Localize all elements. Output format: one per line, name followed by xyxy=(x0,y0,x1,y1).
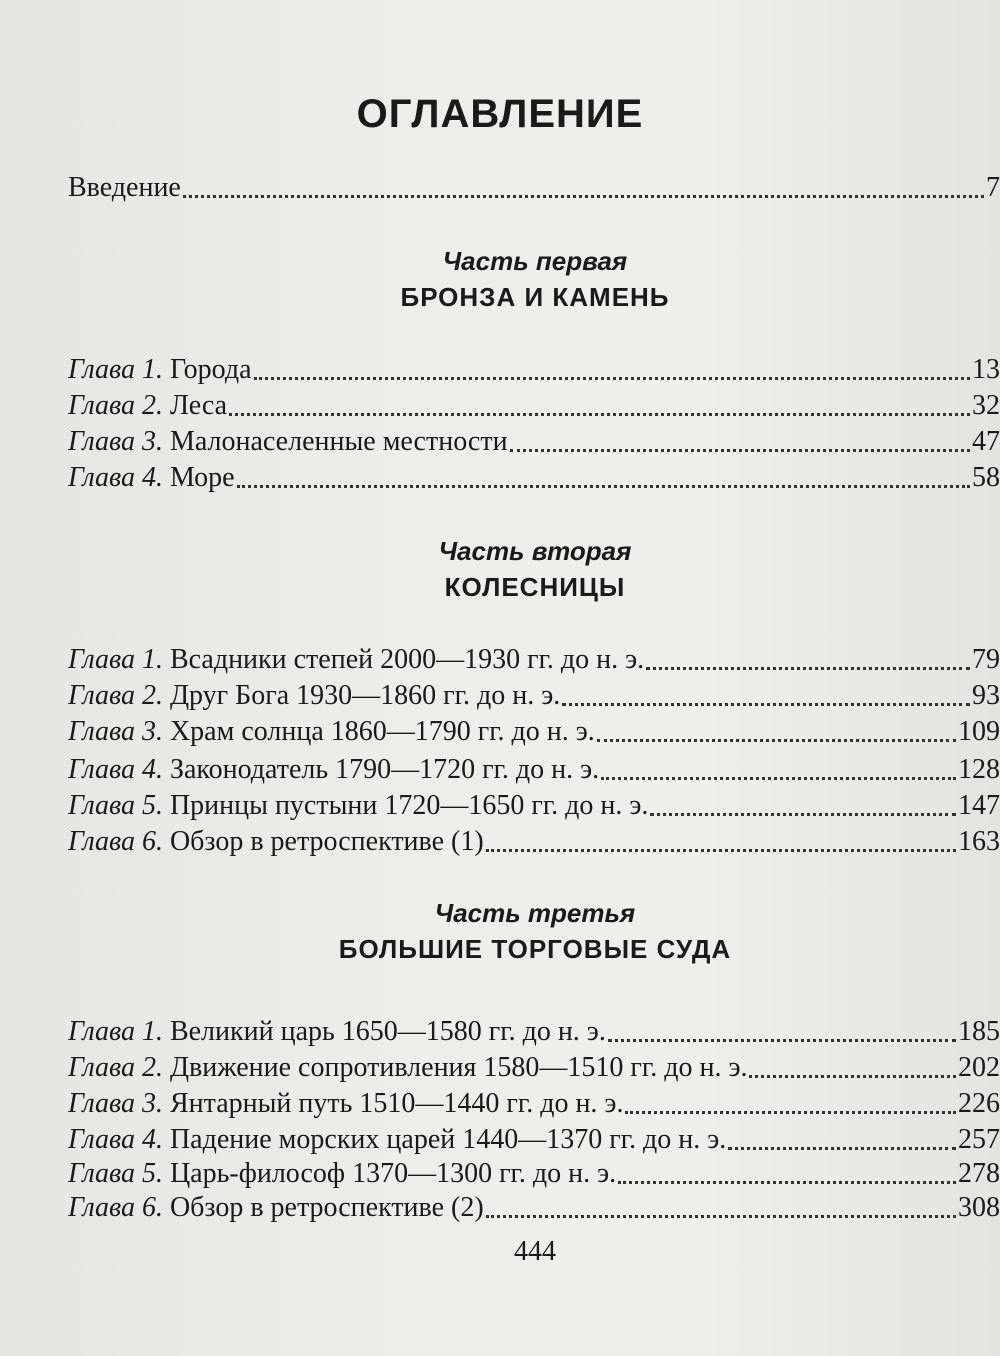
part-label: Часть третья xyxy=(434,898,636,928)
chapter-page: 278 xyxy=(958,1158,1000,1189)
toc-entry xyxy=(68,462,1000,494)
part-title: БОЛЬШИЕ ТОРГОВЫЕ СУДА xyxy=(338,934,732,964)
toc-entry xyxy=(68,1016,1000,1048)
chapter-number: Глава 4. xyxy=(68,462,163,493)
chapter-page: 109 xyxy=(958,716,1000,747)
chapter-title: Падение морских царей 1440—1370 гг. до н. э. xyxy=(169,1124,727,1155)
chapter-page: 308 xyxy=(958,1192,1000,1223)
leader-dots xyxy=(229,413,970,416)
toc-entry xyxy=(68,1124,1000,1156)
chapter-number: Глава 1. xyxy=(68,1016,163,1047)
leader-dots xyxy=(646,667,970,670)
chapter-title: Царь-философ 1370—1300 гг. до н. э. xyxy=(169,1158,617,1189)
chapter-title: Обзор в ретроспективе (1) xyxy=(169,826,484,857)
chapter-number: Глава 6. xyxy=(68,1192,163,1223)
part-label: Часть первая xyxy=(442,246,628,276)
leader-dots xyxy=(625,1111,956,1114)
chapter-title: Принцы пустыни 1720—1650 гг. до н. э. xyxy=(169,790,649,821)
part-title: БРОНЗА И КАМЕНЬ xyxy=(400,282,670,312)
chapter-page: 185 xyxy=(958,1016,1000,1047)
toc-entry xyxy=(68,826,1000,858)
chapter-page: 13 xyxy=(972,354,1000,385)
toc-entry xyxy=(68,644,1000,676)
chapter-page: 147 xyxy=(958,790,1000,821)
toc-entry xyxy=(68,354,1000,386)
chapter-number: Глава 2. xyxy=(68,390,163,421)
chapter-page: 257 xyxy=(958,1124,1000,1155)
toc-entry-intro xyxy=(68,172,1000,204)
chapter-title: Море xyxy=(169,462,235,493)
toc-entry-title: Введение xyxy=(68,172,181,203)
chapter-title: Всадники степей 2000—1930 гг. до н. э. xyxy=(169,644,645,675)
leader-dots xyxy=(562,703,970,706)
chapter-number: Глава 5. xyxy=(68,790,163,821)
chapter-number: Глава 2. xyxy=(68,1052,163,1083)
toc-entry xyxy=(68,790,1000,822)
toc-entry xyxy=(68,1158,1000,1190)
part-title: КОЛЕСНИЦЫ xyxy=(444,572,626,602)
leader-dots xyxy=(597,739,956,742)
chapter-number: Глава 5. xyxy=(68,1158,163,1189)
chapter-title: Друг Бога 1930—1860 гг. до н. э. xyxy=(169,680,561,711)
chapter-page: 163 xyxy=(958,826,1000,857)
chapter-title: Янтарный путь 1510—1440 гг. до н. э. xyxy=(169,1088,624,1119)
chapter-number: Глава 4. xyxy=(68,754,163,785)
chapter-number: Глава 1. xyxy=(68,354,163,385)
chapter-title: Движение сопротивления 1580—1510 гг. до н. э. xyxy=(169,1052,748,1083)
chapter-number: Глава 6. xyxy=(68,826,163,857)
chapter-number: Глава 4. xyxy=(68,1124,163,1155)
chapter-page: 32 xyxy=(972,390,1000,421)
chapter-title: Великий царь 1650—1580 гг. до н. э. xyxy=(169,1016,606,1047)
toc-entry xyxy=(68,754,1000,786)
toc-entry xyxy=(68,1088,1000,1120)
chapter-number: Глава 3. xyxy=(68,716,163,747)
leader-dots xyxy=(486,849,956,852)
toc-entry xyxy=(68,426,1000,458)
chapter-page: 202 xyxy=(958,1052,1000,1083)
toc-entry xyxy=(68,680,1000,712)
chapter-page: 93 xyxy=(972,680,1000,711)
chapter-title: Малонаселенные местности xyxy=(169,426,508,457)
chapter-title: Города xyxy=(169,354,252,385)
leader-dots xyxy=(608,1039,956,1042)
chapter-number: Глава 2. xyxy=(68,680,163,711)
chapter-number: Глава 1. xyxy=(68,644,163,675)
chapter-title: Обзор в ретроспективе (2) xyxy=(169,1192,484,1223)
chapter-page: 79 xyxy=(972,644,1000,675)
chapter-page: 47 xyxy=(972,426,1000,457)
leader-dots xyxy=(237,485,970,488)
part-label: Часть вторая xyxy=(438,536,632,566)
leader-dots xyxy=(749,1075,956,1078)
toc-entry xyxy=(68,1192,1000,1224)
leader-dots xyxy=(510,449,970,452)
chapter-title: Леса xyxy=(169,390,228,421)
chapter-number: Глава 3. xyxy=(68,1088,163,1119)
leader-dots xyxy=(601,777,956,780)
chapter-number: Глава 3. xyxy=(68,426,163,457)
leader-dots xyxy=(728,1147,956,1150)
toc-entry xyxy=(68,1052,1000,1084)
chapter-title: Храм солнца 1860—1790 гг. до н. э. xyxy=(169,716,595,747)
page-number: 444 xyxy=(514,1236,556,1267)
leader-dots xyxy=(650,813,956,816)
chapter-title: Законодатель 1790—1720 гг. до н. э. xyxy=(169,754,600,785)
page-title: ОГЛАВЛЕНИЕ xyxy=(356,92,644,136)
chapter-page: 58 xyxy=(972,462,1000,493)
chapter-page: 128 xyxy=(958,754,1000,785)
toc-entry xyxy=(68,390,1000,422)
leader-dots xyxy=(254,377,970,380)
chapter-page: 226 xyxy=(958,1088,1000,1119)
toc-entry-page: 7 xyxy=(986,172,1000,203)
leader-dots xyxy=(618,1181,956,1184)
leader-dots xyxy=(486,1215,956,1218)
leader-dots xyxy=(183,195,984,198)
toc-entry xyxy=(68,716,1000,748)
